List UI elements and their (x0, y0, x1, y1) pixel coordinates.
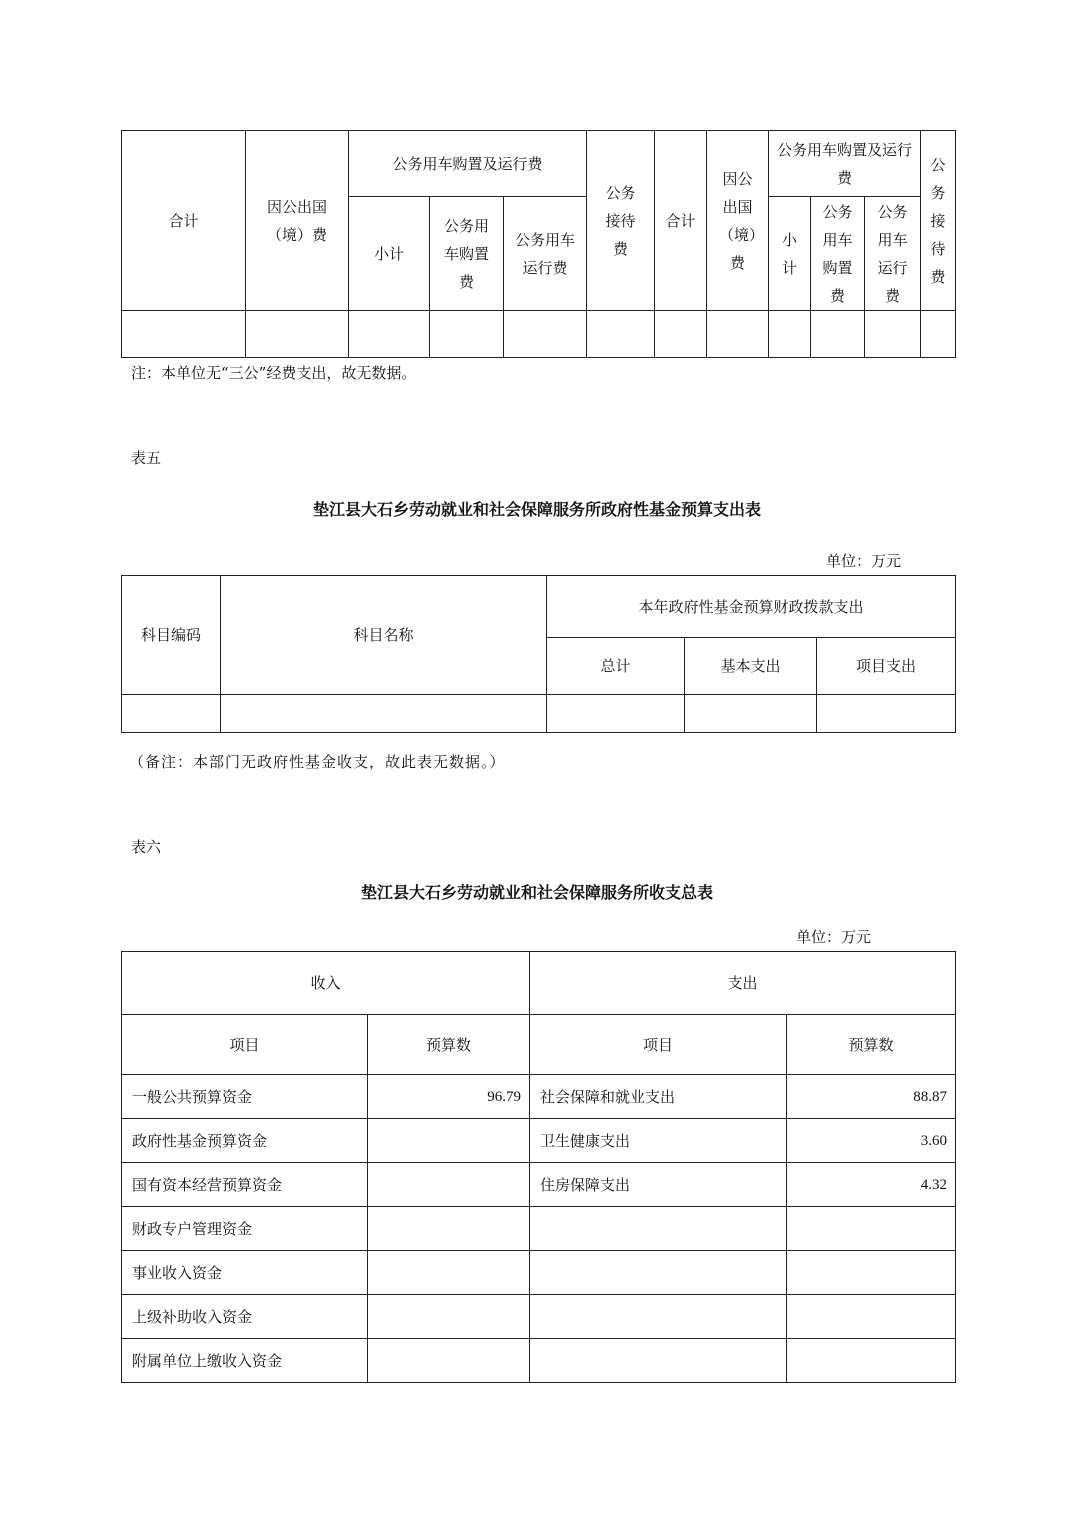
income-item: 财政专户管理资金 (122, 1207, 368, 1251)
income-expense-summary-table (121, 951, 956, 1383)
header-abroad: 因公出国（境）费 (246, 131, 349, 311)
empty-cell (349, 311, 430, 358)
income-item: 上级补助收入资金 (122, 1295, 368, 1339)
header-project-expense: 项目支出 (817, 638, 956, 695)
table5-label: 表五 (131, 449, 162, 467)
table-row (122, 1119, 956, 1163)
header-total-2: 合计 (655, 131, 707, 311)
table5-note: （备注：本部门无政府性基金收支，故此表无数据。） (129, 753, 506, 771)
empty-cell (122, 311, 246, 358)
table6-label: 表六 (131, 838, 162, 856)
header-abroad-2: 因公出国（境）费 (707, 131, 769, 311)
empty-cell (587, 311, 655, 358)
empty-cell (769, 311, 811, 358)
empty-cell (221, 695, 547, 733)
expense-item (530, 1295, 787, 1339)
empty-cell (655, 311, 707, 358)
income-item: 附属单位上缴收入资金 (122, 1339, 368, 1383)
empty-cell (547, 695, 685, 733)
table4-note: 注：本单位无“三公”经费支出，故无数据。 (131, 364, 417, 382)
expense-value (787, 1339, 956, 1383)
expense-value (787, 1295, 956, 1339)
income-item: 国有资本经营预算资金 (122, 1163, 368, 1207)
header-subtotal-2: 小计 (769, 197, 811, 311)
header-expense: 支出 (530, 952, 956, 1015)
header-reception: 公务接待费 (587, 131, 655, 311)
header-fund-group: 本年政府性基金预算财政拨款支出 (547, 576, 956, 638)
expense-item: 卫生健康支出 (530, 1119, 787, 1163)
expense-value: 3.60 (787, 1119, 956, 1163)
header-vehicle-operation-2: 公务用车运行费 (865, 197, 921, 311)
income-item: 事业收入资金 (122, 1251, 368, 1295)
expense-value (787, 1207, 956, 1251)
income-value (368, 1207, 530, 1251)
three-public-expenses-table (121, 130, 956, 358)
header-code: 科目编码 (122, 576, 221, 695)
table-row (122, 1295, 956, 1339)
expense-item (530, 1207, 787, 1251)
header-basic-expense: 基本支出 (685, 638, 817, 695)
header-expense-budget: 预算数 (787, 1015, 956, 1075)
empty-cell (707, 311, 769, 358)
expense-item (530, 1251, 787, 1295)
expense-item: 住房保障支出 (530, 1163, 787, 1207)
income-value (368, 1251, 530, 1295)
gov-fund-expense-table (121, 575, 956, 733)
expense-value (787, 1251, 956, 1295)
table-row (122, 1163, 956, 1207)
header-reception-2: 公务接待费 (921, 131, 956, 311)
table-row (122, 1251, 956, 1295)
header-vehicle-purchase: 公务用车购置费 (430, 197, 504, 311)
income-value (368, 1163, 530, 1207)
income-value (368, 1295, 530, 1339)
empty-cell (430, 311, 504, 358)
header-income: 收入 (122, 952, 530, 1015)
table-row (122, 1207, 956, 1251)
expense-item: 社会保障和就业支出 (530, 1075, 787, 1119)
expense-value: 88.87 (787, 1075, 956, 1119)
header-income-budget: 预算数 (368, 1015, 530, 1075)
empty-cell (817, 695, 956, 733)
empty-cell (865, 311, 921, 358)
income-value (368, 1119, 530, 1163)
empty-cell (504, 311, 587, 358)
empty-cell (811, 311, 865, 358)
header-total: 合计 (122, 131, 246, 311)
empty-cell (122, 695, 221, 733)
header-subtotal: 小计 (349, 197, 430, 311)
expense-item (530, 1339, 787, 1383)
expense-value: 4.32 (787, 1163, 956, 1207)
header-income-item: 项目 (122, 1015, 368, 1075)
income-value (368, 1339, 530, 1383)
income-value: 96.79 (368, 1075, 530, 1119)
header-expense-item: 项目 (530, 1015, 787, 1075)
table-row (122, 1075, 956, 1119)
empty-cell (921, 311, 956, 358)
header-vehicle-group: 公务用车购置及运行费 (349, 131, 587, 197)
income-item: 一般公共预算资金 (122, 1075, 368, 1119)
header-name: 科目名称 (221, 576, 547, 695)
header-vehicle-group-2: 公务用车购置及运行费 (769, 131, 921, 197)
table-row (122, 1339, 956, 1383)
empty-cell (685, 695, 817, 733)
table5-unit: 单位：万元 (826, 552, 902, 570)
header-vehicle-purchase-2: 公务用车购置费 (811, 197, 865, 311)
header-vehicle-operation: 公务用车运行费 (504, 197, 587, 311)
header-grand-total: 总计 (547, 638, 685, 695)
table6-title: 垫江县大石乡劳动就业和社会保障服务所收支总表 (360, 883, 713, 902)
table5-title: 垫江县大石乡劳动就业和社会保障服务所政府性基金预算支出表 (312, 500, 761, 519)
empty-cell (246, 311, 349, 358)
table6-unit: 单位：万元 (796, 928, 872, 946)
income-item: 政府性基金预算资金 (122, 1119, 368, 1163)
